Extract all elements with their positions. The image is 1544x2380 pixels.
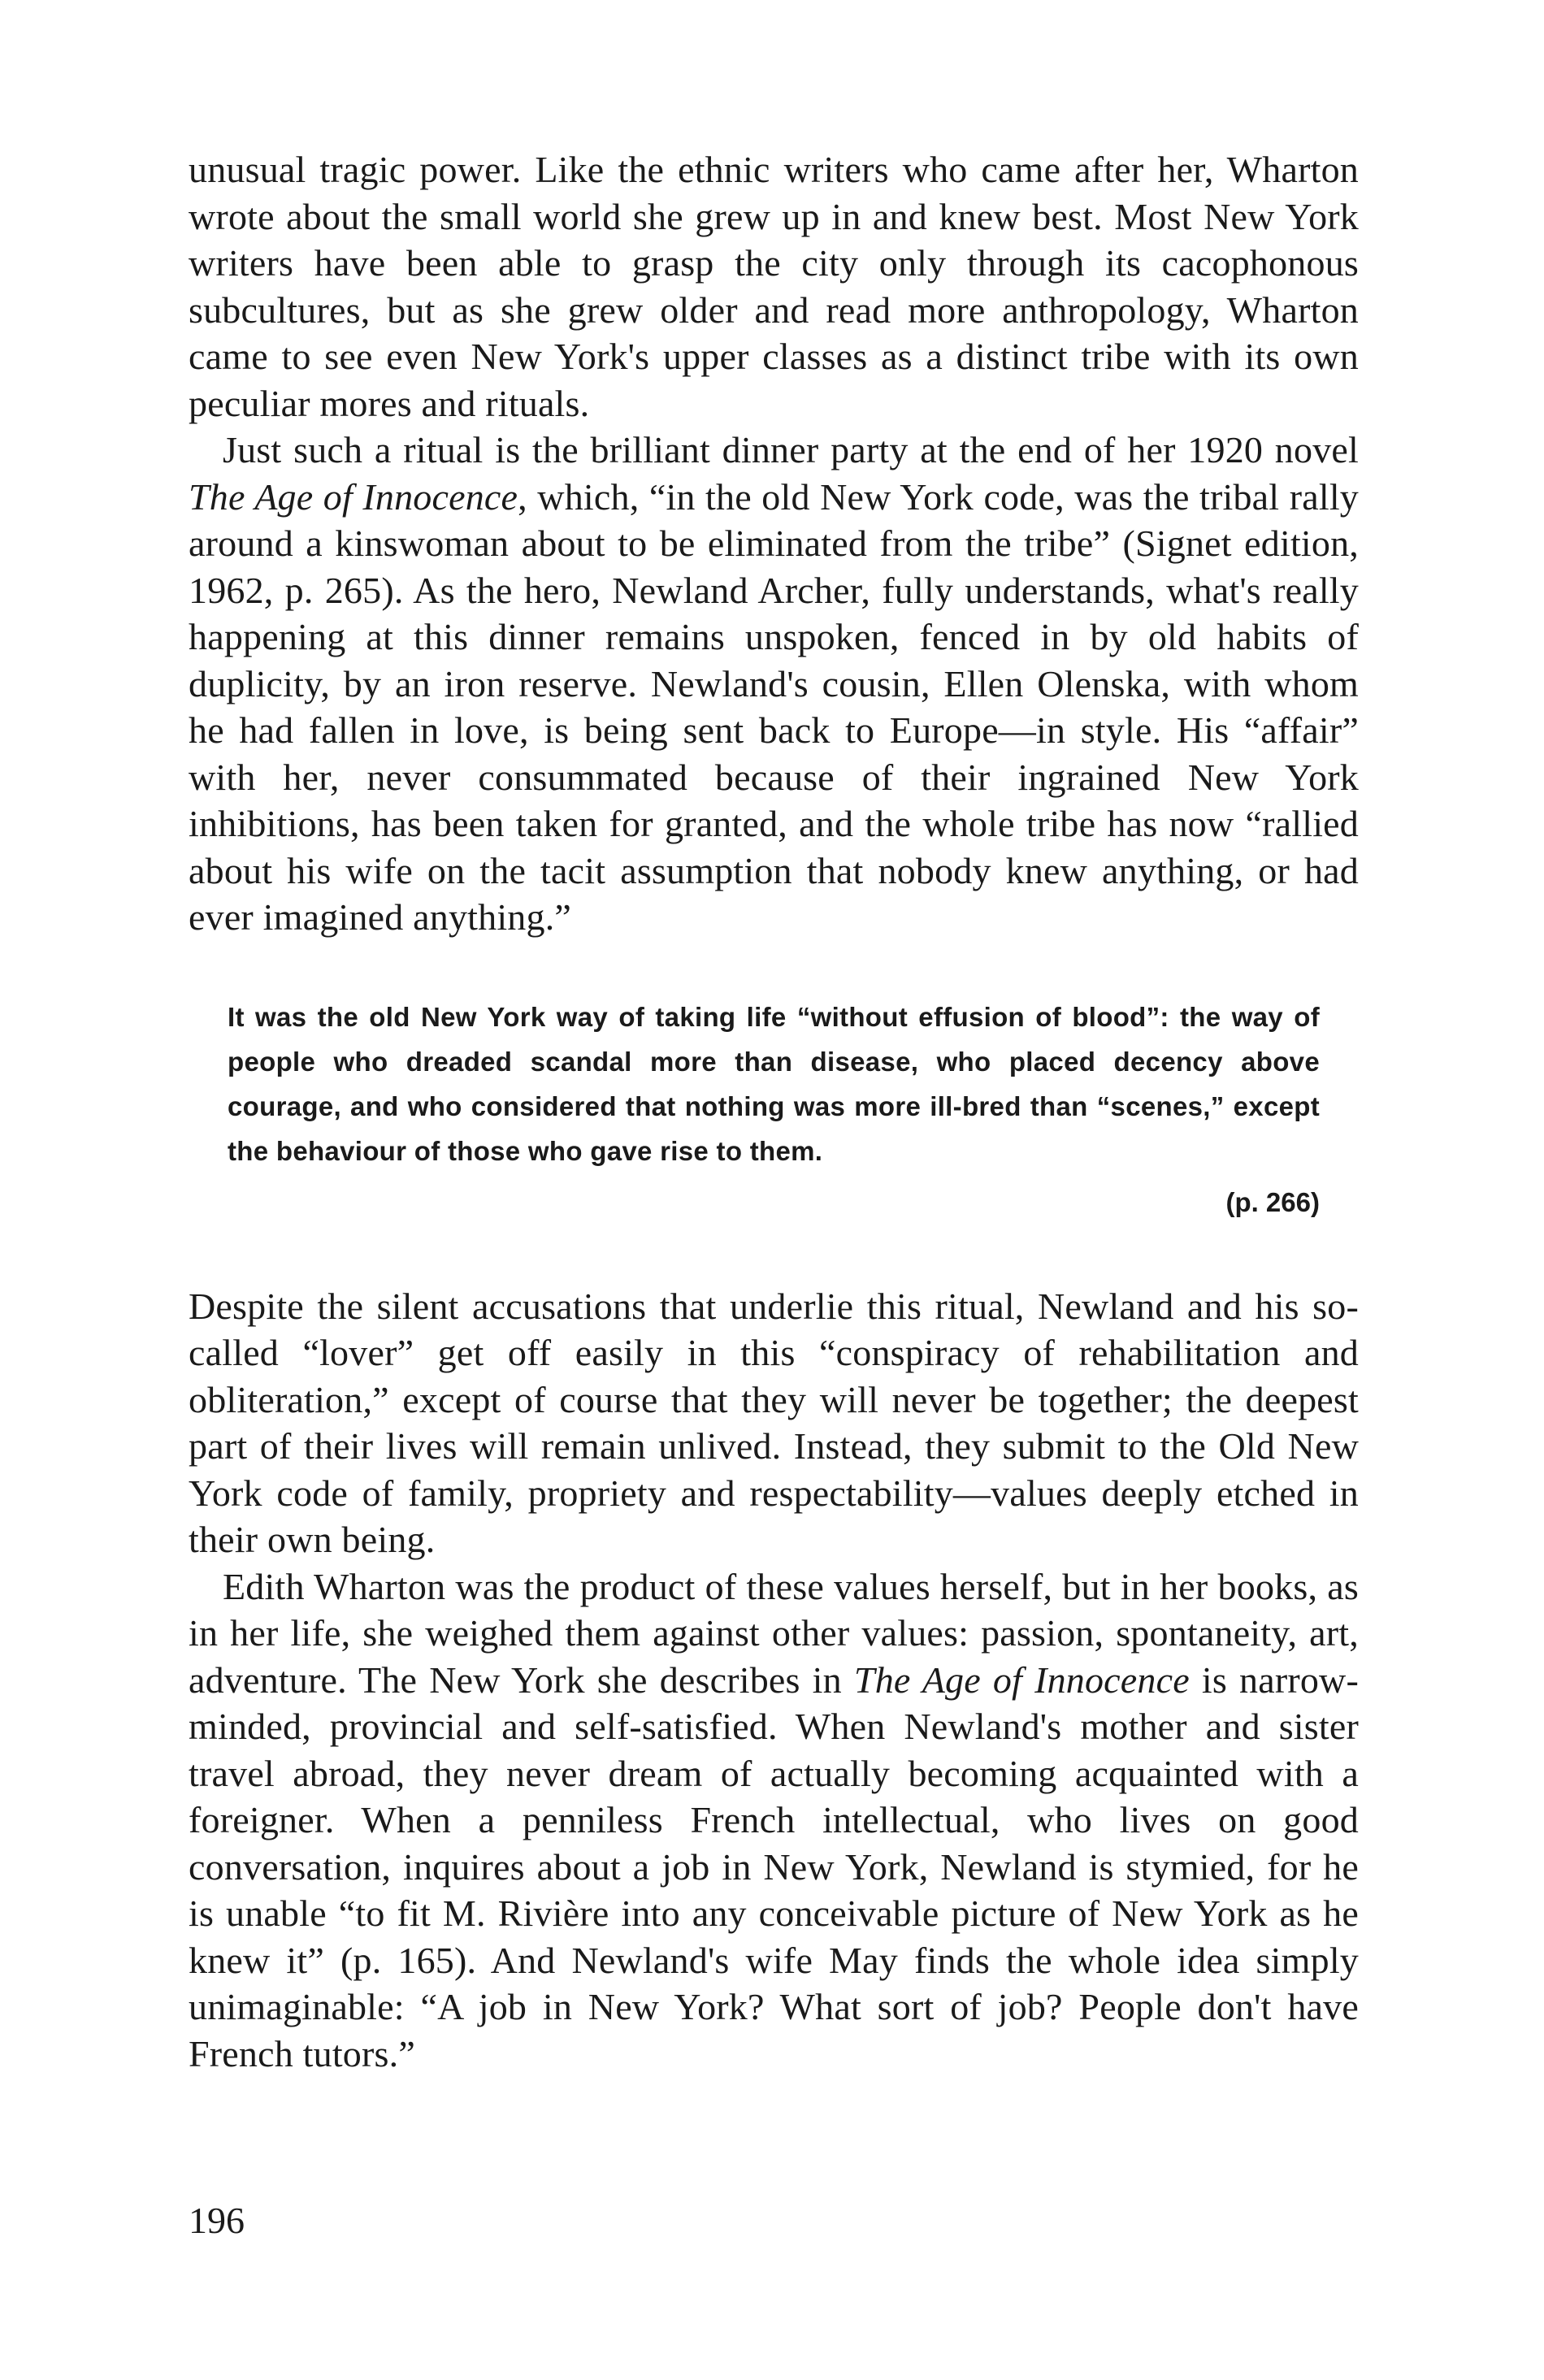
paragraph-3: Despite the silent accusations that underlie this ritual, Newland and his so-called “lover” get off easily in this “conspiracy of rehabilitation and obliteration,” except of course that they will never be together; the deepest part of their lives will remain unlived. Instead, they submit to the Old New York code of family, propriety and respectability—values deeply etched in their own being. [189, 1285, 1359, 1560]
page-number: 196 [189, 2200, 245, 2241]
book-title: The Age of Innocence [189, 475, 518, 518]
paragraph-2-text-b: , which, “in the old New York code, was the tribal rally around a kinswoman about to be eliminated from the tribe” (Signet edition, 1962, p. 265). As the hero, Newland Archer, fully understands, what's really happening at this dinner remains unspoken, fenced in by old habits of duplicity, by an iron reserve. Newland's cousin, Ellen Olenska, with whom he had fallen in love, is being sent back to Europe—in style. His “affair” with her, never consummated because of their ingrained New York inhibitions, has been taken for granted, and the whole tribe has now “rallied about his wife on the tacit assumption that nobody knew anything, or had ever imagined anything.” [189, 475, 1360, 938]
paragraph-4 [189, 1563, 1359, 2078]
paragraph-4-text-b: is narrow-minded, provincial and self-satisfied. When Newland's mother and sister travel abroad, they never dream of actually becoming acquainted with a foreigner. When a penniless French intellectual, who lives on good conversation, inquires about a job in New York, Newland is stymied, for he is unable “to fit M. Rivière into any conceivable picture of New York as he knew it” (p. 165). And Newland's wife May finds the whole idea simply unimaginable: “A job in New York? What sort of job? People don't have French tutors.” [189, 1658, 1359, 2074]
page-content [189, 146, 1359, 2077]
quote-citation: (p. 266) [1225, 1186, 1320, 1217]
block-quote: It was the old New York way of taking life “without effusion of blood”: the way of people who dreaded scandal more than disease, who placed decency above courage, and who considered that nothing was more ill-bred than “scenes,” except the behaviour of those who gave rise to them. [228, 1001, 1320, 1166]
paragraph-4-text-a: Edith Wharton was the product of these values herself, but in her books, as in her life, she weighed them against other values: passion, spontaneity, art, adventure. The New York she describes in [189, 1565, 1359, 1701]
paragraph-2 [189, 427, 1359, 941]
book-title: The Age of Innocence [853, 1658, 1190, 1701]
paragraph-1: unusual tragic power. Like the ethnic writers who came after her, Wharton wrote about the small world she grew up in and knew best. Most New York writers have been able to grasp the city only through its cacophonous subcultures, but as she grew older and read more anthropology, Wharton came to see even New York's upper classes as a distinct tribe with its own peculiar mores and rituals. [189, 149, 1359, 424]
paragraph-2-text-a: Just such a ritual is the brilliant dinner party at the end of her 1920 novel [223, 429, 1359, 470]
